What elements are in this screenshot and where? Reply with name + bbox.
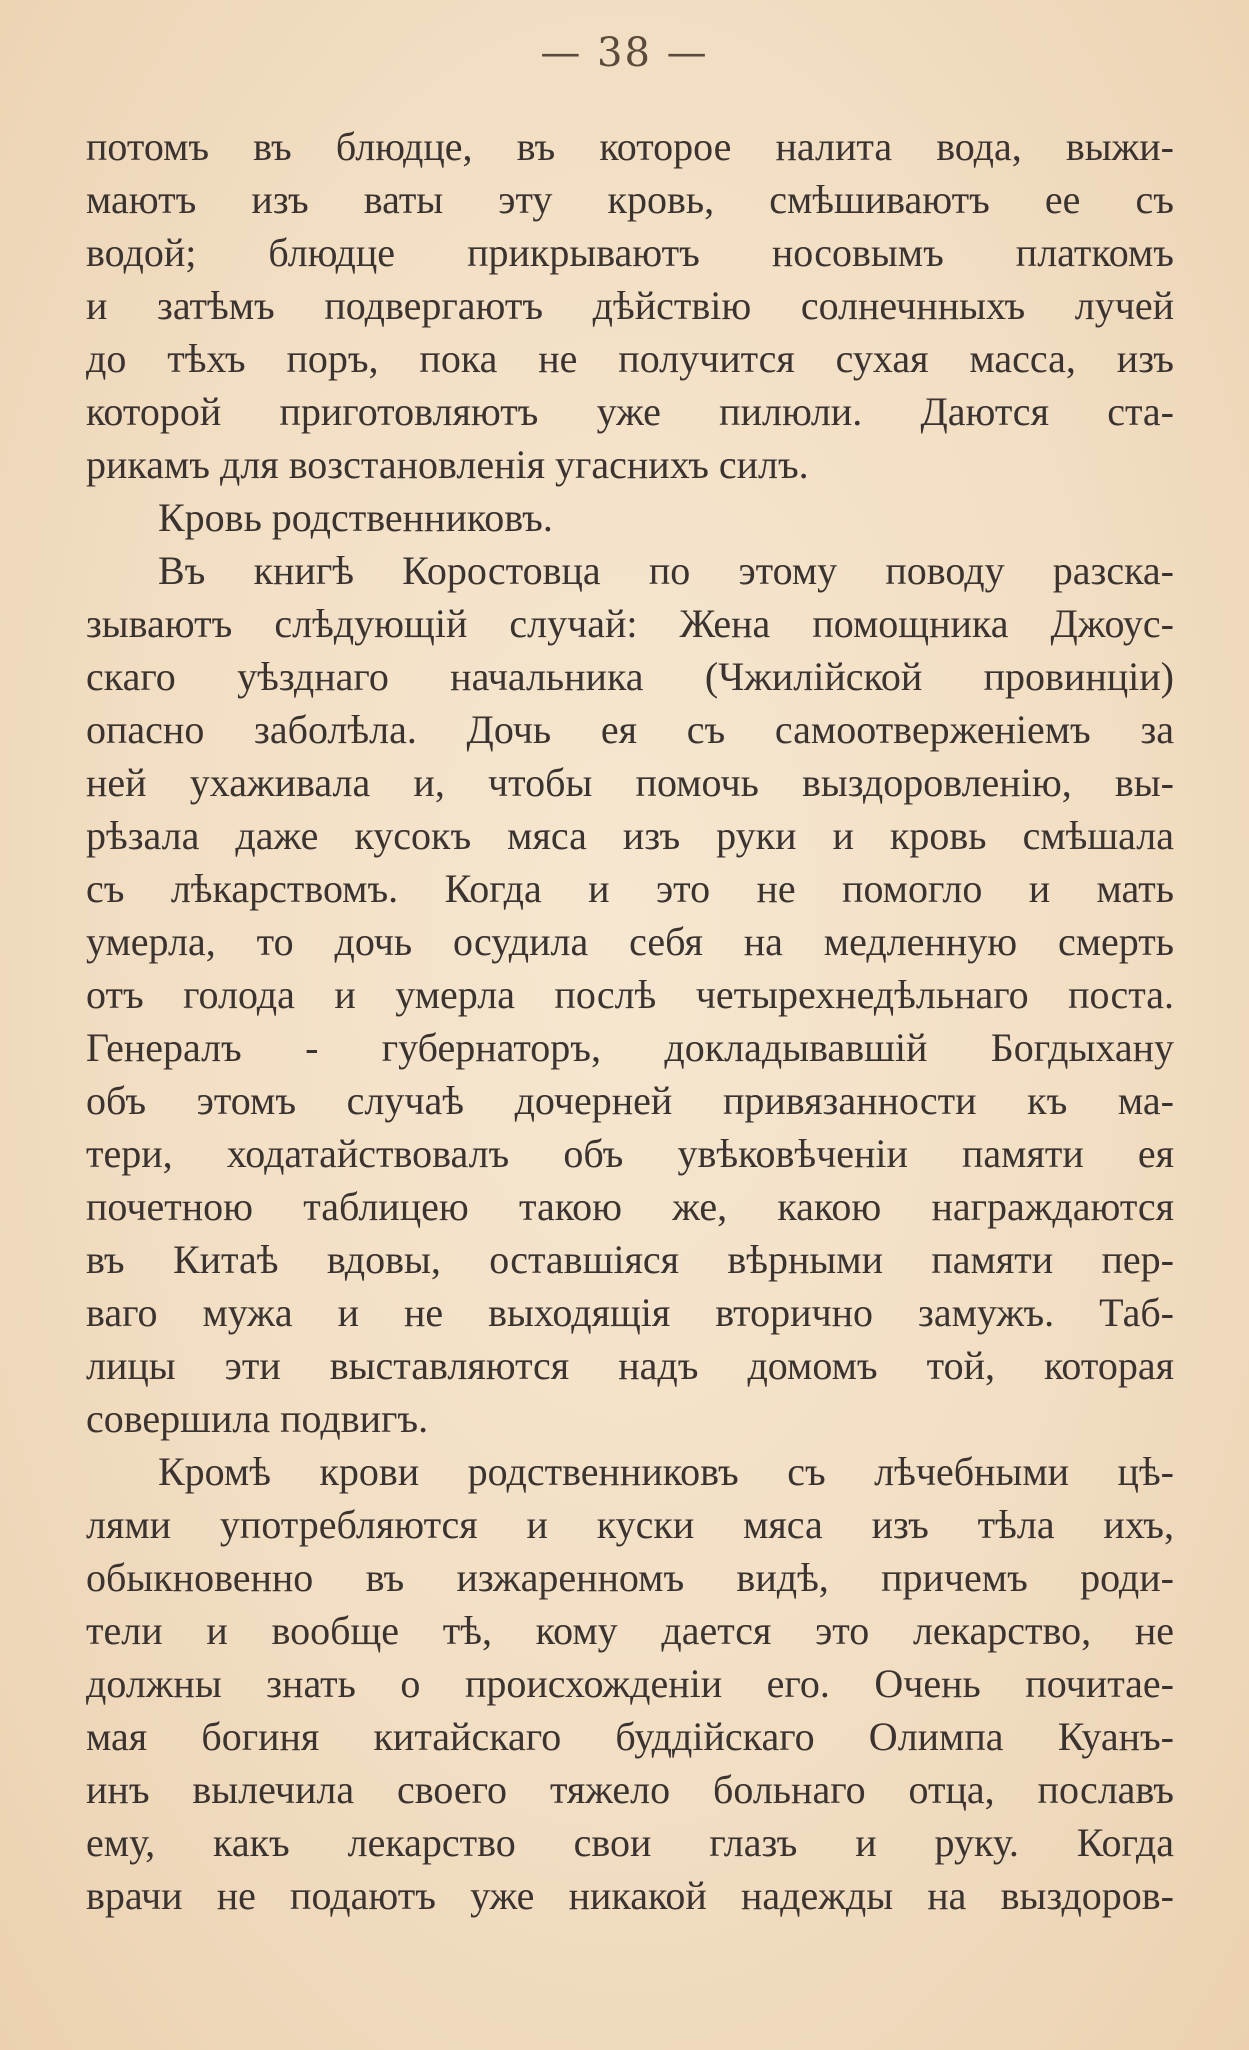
text-line: почетною таблицею такою же, какою награждаются xyxy=(86,1184,1174,1229)
text-line: обыкновенно въ изжаренномъ видѣ, причемъ роди- xyxy=(86,1555,1174,1600)
text-line: съ лѣкарствомъ. Когда и это не помогло и мать xyxy=(86,866,1174,911)
page-body-text xyxy=(86,120,1174,1922)
page-number: — 38 — xyxy=(540,30,709,76)
text-line: маютъ изъ ваты эту кровь, смѣшиваютъ ее съ xyxy=(86,177,1174,222)
section-heading: Кровь родственниковъ. xyxy=(158,495,553,540)
text-line: объ этомъ случаѣ дочерней привязанности къ ма- xyxy=(86,1078,1174,1123)
text-line: Кромѣ крови родственниковъ съ лѣчебными цѣ- xyxy=(158,1449,1174,1494)
text-line: инъ вылечила своего тяжело больнаго отца, пославъ xyxy=(86,1767,1174,1812)
text-line: Въ книгѣ Коростовца по этому поводу разска- xyxy=(158,548,1174,593)
text-line: тели и вообще тѣ, кому дается это лекарство, не xyxy=(86,1608,1174,1653)
text-line: которой приготовляютъ уже пилюли. Даются ста- xyxy=(86,389,1174,434)
text-line: должны знать о происхожденіи его. Очень почитае- xyxy=(86,1661,1174,1706)
text-line: и затѣмъ подвергаютъ дѣйствію солнечнныхъ лучей xyxy=(86,283,1174,328)
text-line: рѣзала даже кусокъ мяса изъ руки и кровь смѣшала xyxy=(86,813,1174,858)
text-line: ему, какъ лекарство свои глазъ и руку. Когда xyxy=(86,1820,1174,1865)
text-line: ваго мужа и не выходящія вторично замужъ. Таб- xyxy=(86,1290,1174,1335)
text-line: потомъ въ блюдце, въ которое налита вода, выжи- xyxy=(86,124,1174,169)
text-line: въ Китаѣ вдовы, оставшіяся вѣрными памяти пер- xyxy=(86,1237,1174,1282)
text-line: ней ухаживала и, чтобы помочь выздоровленію, вы- xyxy=(86,760,1174,805)
text-line: Генералъ - губернаторъ, докладывавшій Богдыхану xyxy=(86,1025,1174,1070)
text-line: лицы эти выставляются надъ домомъ той, которая xyxy=(86,1343,1174,1388)
text-line: совершила подвигъ. xyxy=(86,1396,429,1441)
text-line: зываютъ слѣдующій случай: Жена помощника Джоус- xyxy=(86,601,1174,646)
text-line: умерла, то дочь осудила себя на медленную смерть xyxy=(86,919,1174,964)
text-line: скаго уѣзднаго начальника (Чжилійской провинціи) xyxy=(86,654,1174,699)
text-line: до тѣхъ поръ, пока не получится сухая масса, изъ xyxy=(86,336,1174,381)
text-line: опасно заболѣла. Дочь ея съ самоотверженіемъ за xyxy=(86,707,1174,752)
text-line: тери, ходатайствовалъ объ увѣковѣченіи памяти ея xyxy=(86,1131,1174,1176)
text-line: отъ голода и умерла послѣ четырехнедѣльнаго поста. xyxy=(86,972,1174,1017)
text-line: водой; блюдце прикрываютъ носовымъ платкомъ xyxy=(86,230,1174,275)
text-line: лями употребляются и куски мяса изъ тѣла ихъ, xyxy=(86,1502,1174,1547)
text-line: рикамъ для возстановленія угаснихъ силъ. xyxy=(86,442,809,487)
text-line: врачи не подаютъ уже никакой надежды на выздоров- xyxy=(86,1873,1174,1918)
text-line: мая богиня китайскаго буддійскаго Олимпа Куанъ- xyxy=(86,1714,1174,1759)
